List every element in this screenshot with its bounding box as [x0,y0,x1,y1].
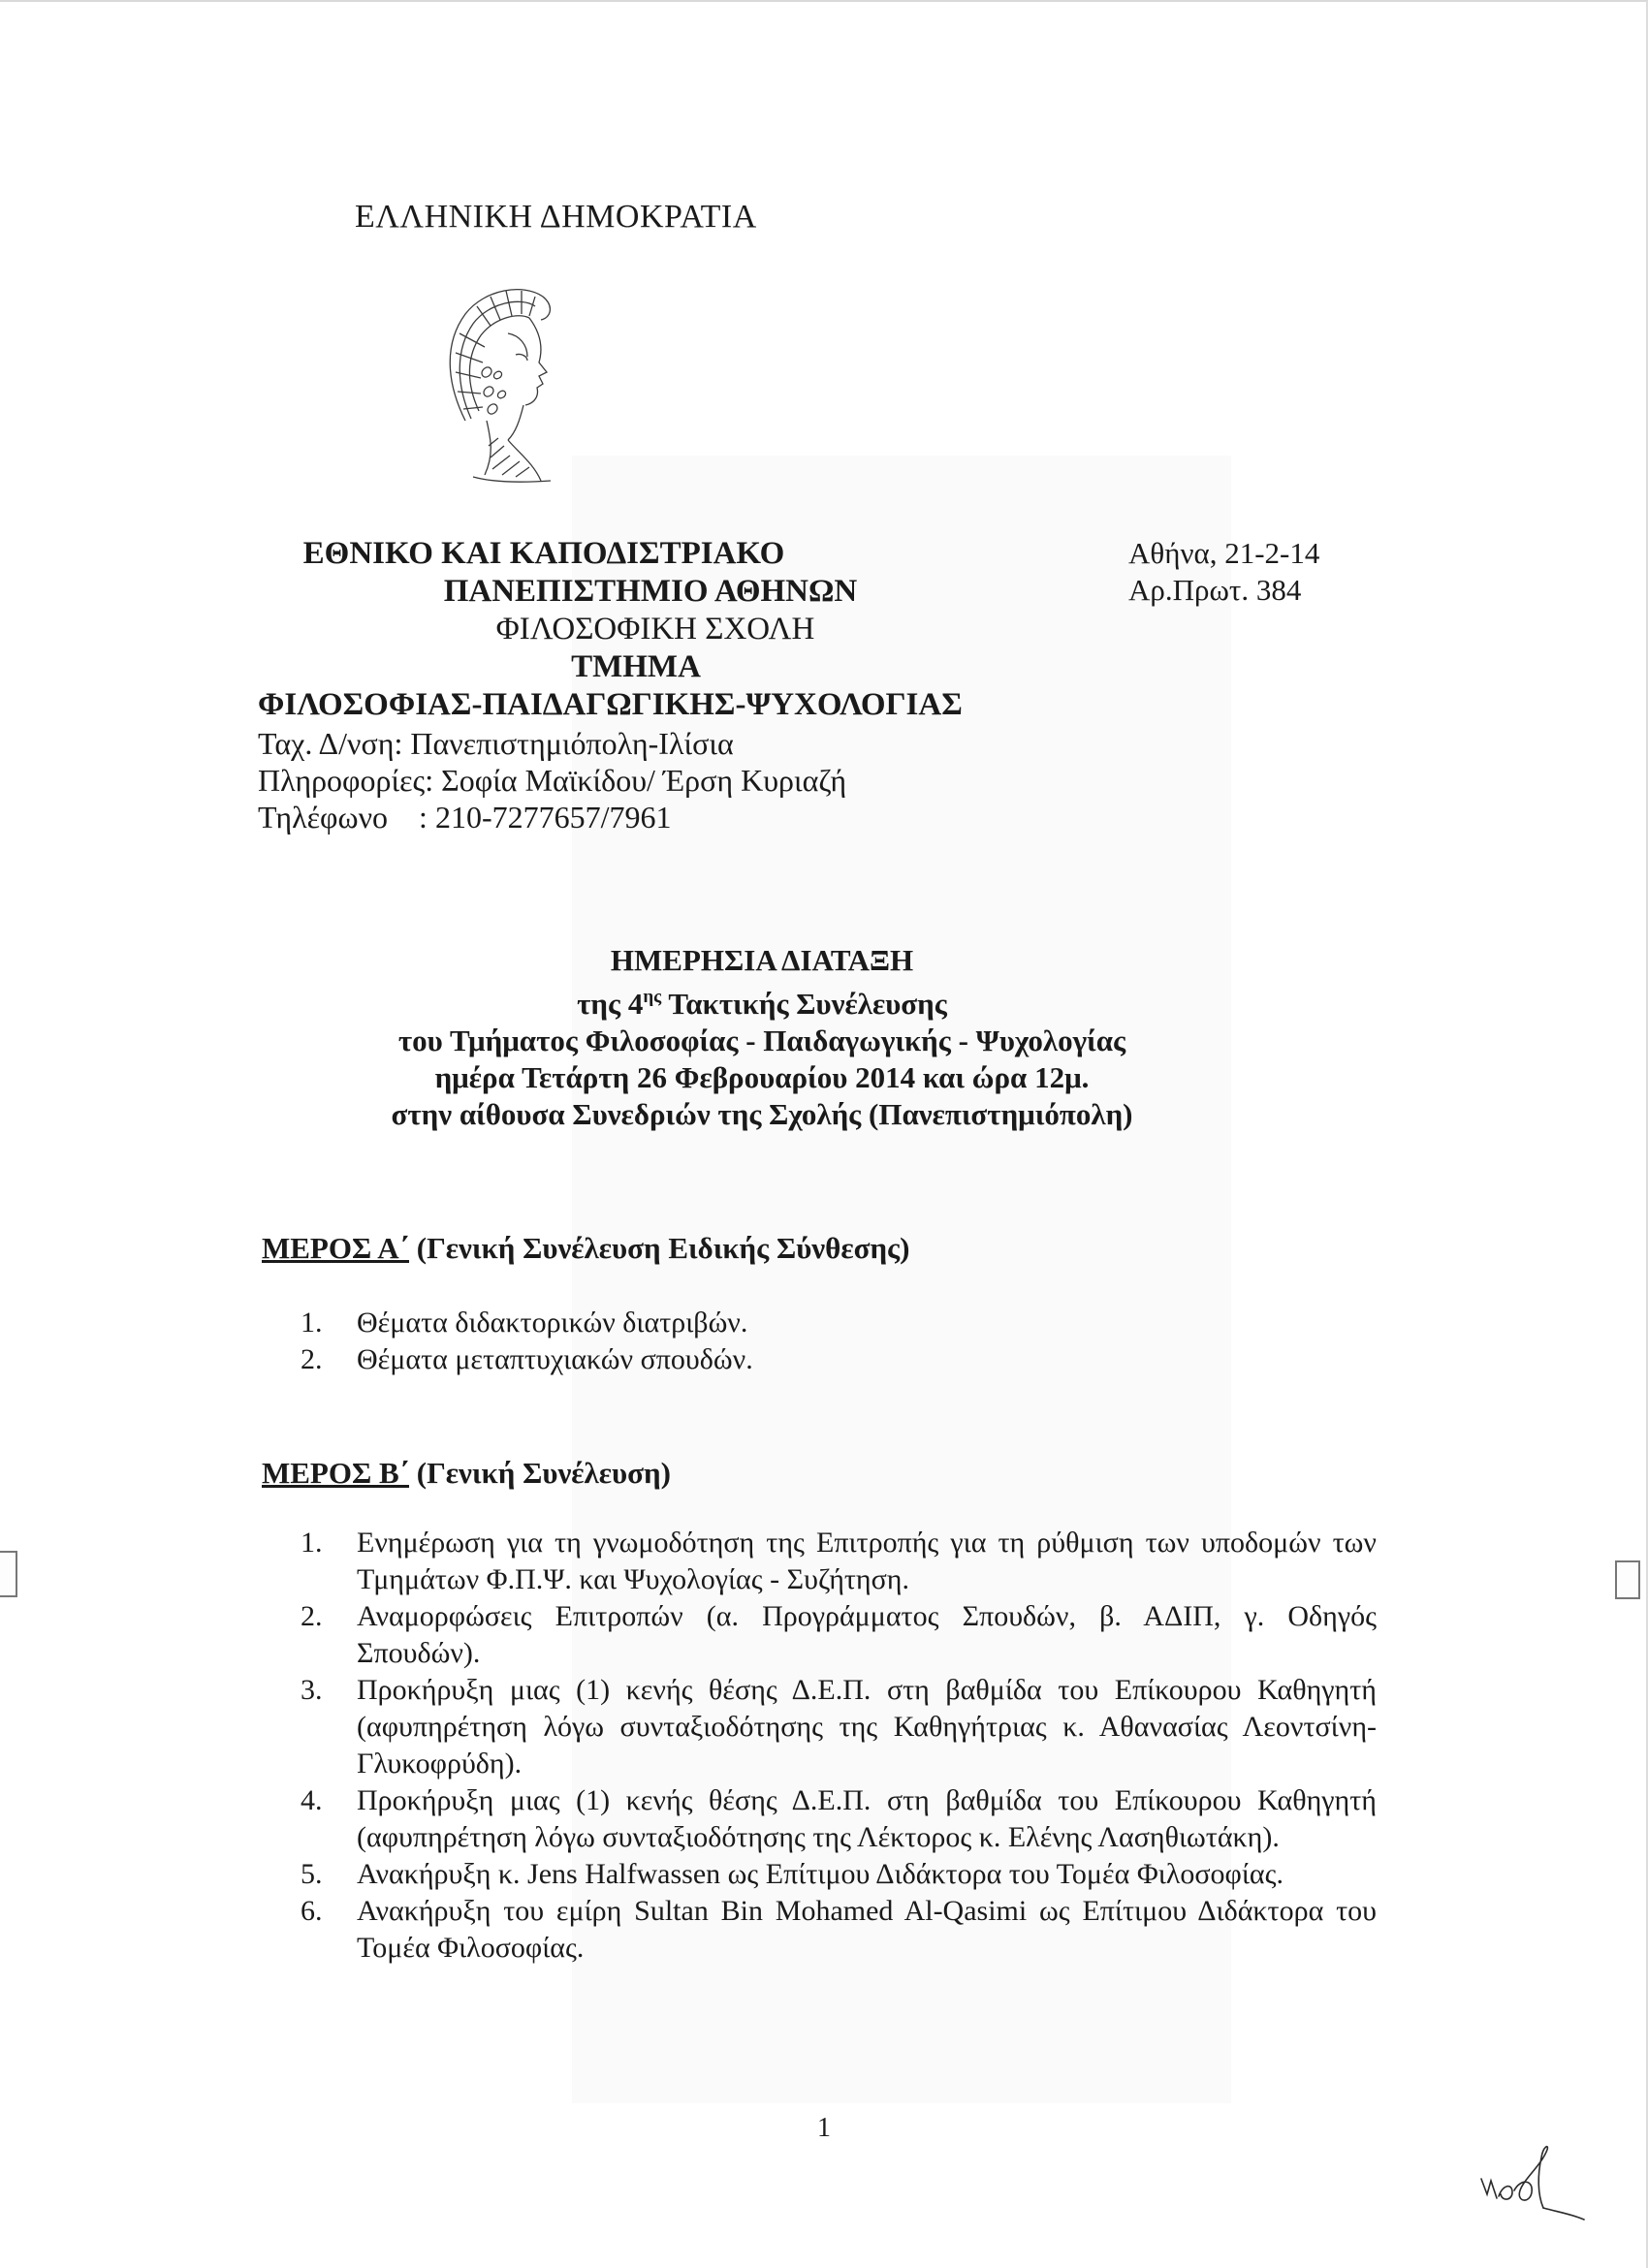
item-number: 5. [301,1858,323,1890]
item-number: 2. [301,1600,323,1632]
list-item [301,1598,1377,1672]
contact-details [258,725,846,835]
list-item [301,1782,1377,1856]
meeting-type: Τακτικής Συνέλευσης [661,987,947,1021]
item-text: Ανακήρυξη κ. Jens Halfwassen ως Επίτιμου Διδάκτορα του Τομέα Φιλοσοφίας. [357,1858,1284,1890]
country-heading: ΕΛΛΗΝΙΚΗ ΔΗΜΟΚΡΑΤΙΑ [355,199,757,235]
ordinal-suffix: ης [643,987,662,1007]
university-header [258,535,995,724]
section-a-list [301,1305,1377,1378]
athena-head-emblem-icon [427,275,582,488]
department-label: ΤΜΗΜΑ [571,649,701,684]
item-text: Προκήρυξη μιας (1) κενής θέσης Δ.Ε.Π. στη βαθμίδα του Επίκουρου Καθηγητή (αφυπηρέτηση λόγω συνταξιοδότησης της Καθηγήτριας κ. Αθανασίας Λεοντσίνη-Γλυκοφρύδη). [357,1674,1377,1780]
agenda-meeting-number [258,979,1266,1023]
item-text: Αναμορφώσεις Επιτροπών (α. Προγράμματος Σπουδών, β. ΑΔΙΠ, γ. Οδηγός Σπουδών). [357,1600,1377,1669]
list-item [301,1305,1377,1341]
list-item [301,1672,1377,1782]
contact-persons: Πληροφορίες: Σοφία Μαϊκίδου/ Έρση Κυριαζή [258,763,847,798]
phone-number: Τηλέφωνο : 210-7277657/7961 [258,800,672,835]
agenda-datetime: ημέρα Τετάρτη 26 Φεβρουαρίου 2014 και ώρα 12μ. [434,1060,1090,1094]
signature-initials-icon [1474,2140,1590,2227]
punch-hole-right [1615,1560,1640,1599]
postal-address: Ταχ. Δ/νση: Πανεπιστημιόπολη-Ιλίσια [258,726,734,761]
item-number: 1. [301,1307,323,1339]
document-date: Αθήνα, 21-2-14 [1128,536,1320,570]
item-text: Ενημέρωση για τη γνωμοδότηση της Επιτροπής για τη ρύθμιση των υποδομών των Τμημάτων Φ.Π.Ψ. και Ψυχολογίας - Συζήτηση. [357,1527,1377,1595]
school-name: ΦΙΛΟΣΟΦΙΚΗ ΣΧΟΛΗ [495,612,815,646]
agenda-heading [258,942,1266,1133]
item-text: Θέματα μεταπτυχιακών σπουδών. [357,1343,753,1375]
agenda-title: ΗΜΕΡΗΣΙΑ ΔΙΑΤΑΞΗ [610,943,914,977]
list-item [301,1856,1377,1893]
item-text: Ανακήρυξη του εμίρη Sultan Bin Mohamed Al-Qasimi ως Επίτιμου Διδάκτορα του Τομέα Φιλοσοφίας. [357,1895,1377,1964]
item-text: Θέματα διδακτορικών διατριβών. [357,1307,748,1339]
item-number: 4. [301,1784,323,1816]
university-name-line2: ΠΑΝΕΠΙΣΤΗΜΙΟ ΑΘΗΝΩΝ [443,574,858,609]
department-name: ΦΙΛΟΣΟΦΙΑΣ-ΠΑΙΔΑΓΩΓΙΚΗΣ-ΨΥΧΟΛΟΓΙΑΣ [258,687,963,722]
university-name-line1: ΕΘΝΙΚΟ ΚΑΙ ΚΑΠΟΔΙΣΤΡΙΑΚΟ [302,536,785,571]
item-number: 3. [301,1674,323,1706]
section-b-heading [262,1456,671,1491]
meeting-ordinal: της 4 [577,987,644,1021]
list-item [301,1893,1377,1967]
list-item [301,1341,1377,1378]
section-b-subtitle: (Γενική Συνέλευση) [409,1456,671,1490]
list-item [301,1525,1377,1598]
page-number: 1 [817,2113,831,2143]
punch-hole-left [0,1551,17,1597]
item-number: 2. [301,1343,323,1375]
section-b-list [301,1525,1377,1967]
item-text: Προκήρυξη μιας (1) κενής θέσης Δ.Ε.Π. στη βαθμίδα του Επίκουρου Καθηγητή (αφυπηρέτηση λόγω συνταξιοδότησης της Λέκτορος κ. Ελένης Λασηθιωτάκη). [357,1784,1377,1853]
item-number: 6. [301,1895,323,1927]
protocol-number: Αρ.Πρωτ. 384 [1128,573,1302,607]
section-a-label: ΜΕΡΟΣ Α΄ [262,1231,410,1265]
agenda-location: στην αίθουσα Συνεδριών της Σχολής (Πανεπιστημιόπολη) [391,1097,1133,1131]
item-number: 1. [301,1527,323,1559]
date-protocol-block [1128,535,1319,609]
section-b-label: ΜΕΡΟΣ Β΄ [262,1456,410,1490]
section-a-subtitle: (Γενική Συνέλευση Ειδικής Σύνθεσης) [409,1231,910,1265]
agenda-department: του Τμήματος Φιλοσοφίας - Παιδαγωγικής - Ψυχολογίας [397,1024,1126,1057]
section-a-heading [262,1231,909,1266]
